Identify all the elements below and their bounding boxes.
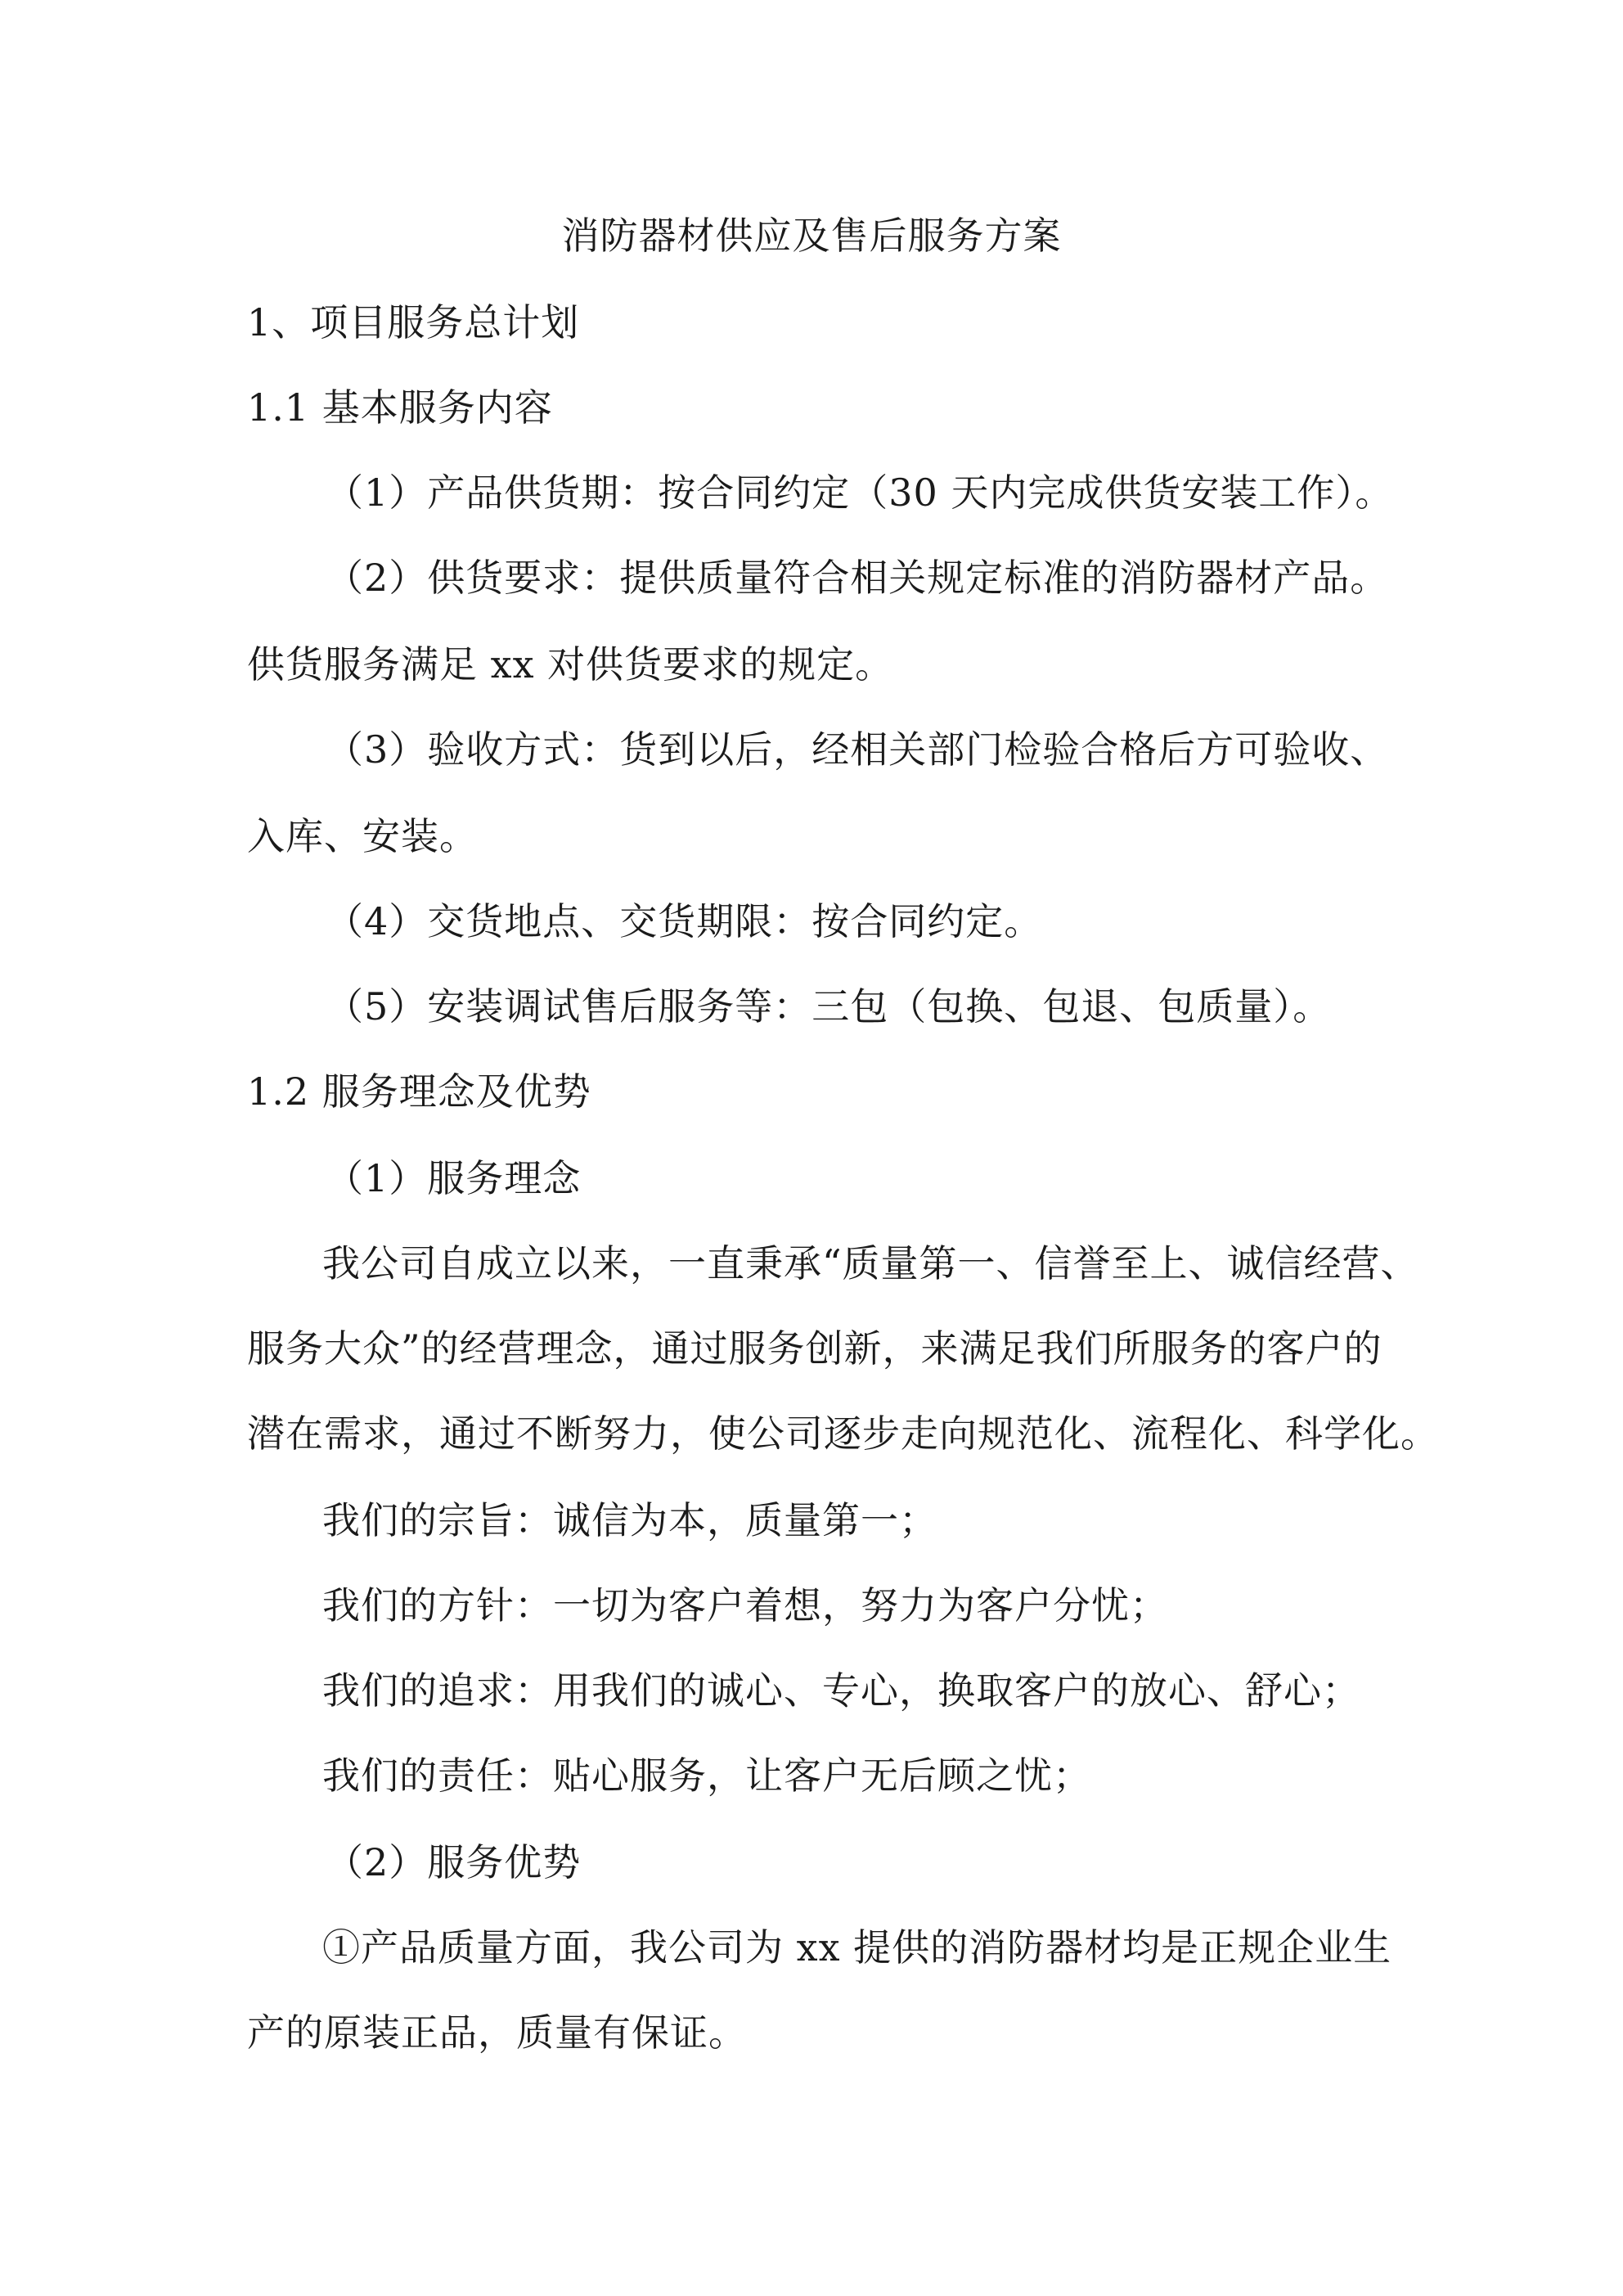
philosophy-paragraph-line-1: 我公司自成立以来，一直秉承“质量第一、信誉至上、诚信经营、 <box>322 1241 1419 1285</box>
subheading-service-philosophy: （1）服务理念 <box>326 1156 582 1200</box>
item-4: （4）交货地点、交货期限：按合同约定。 <box>326 899 1043 943</box>
policy-statement: 我们的方针：一切为客户着想，努力为客户分忧； <box>322 1583 1168 1627</box>
philosophy-paragraph-line-3: 潜在需求，通过不断努力，使公司逐步走向规范化、流程化、科学化。 <box>247 1411 1439 1456</box>
purpose-statement: 我们的宗旨：诚信为本，质量第一； <box>322 1498 937 1542</box>
item-3-line-2: 入库、安装。 <box>247 814 478 858</box>
heading-section-1-2: 1.2 服务理念及优势 <box>247 1069 591 1114</box>
heading-section-1-1: 1.1 基本服务内容 <box>247 385 553 430</box>
item-2-line-1: （2）供货要求：提供质量符合相关规定标准的消防器材产品。 <box>326 556 1389 600</box>
pursuit-statement: 我们的追求：用我们的诚心、专心，换取客户的放心、舒心； <box>322 1668 1360 1713</box>
item-5: （5）安装调试售后服务等：三包（包换、包退、包质量）。 <box>326 984 1332 1029</box>
item-3-line-1: （3）验收方式：货到以后，经相关部门检验合格后方可验收、 <box>326 727 1389 772</box>
advantage-paragraph-line-1: ①产品质量方面，我公司为 xx 提供的消防器材均是正规企业生 <box>322 1925 1392 1970</box>
item-2-line-2: 供货服务满足 xx 对供货要求的规定。 <box>247 642 894 687</box>
advantage-paragraph-line-2: 产的原装正品，质量有保证。 <box>247 2010 747 2055</box>
subheading-service-advantages: （2）服务优势 <box>326 1840 582 1884</box>
document-title: 消防器材供应及售后服务方案 <box>561 214 1062 258</box>
responsibility-statement: 我们的责任：贴心服务，让客户无后顾之忧； <box>322 1754 1091 1798</box>
philosophy-paragraph-line-2: 服务大众”的经营理念，通过服务创新，来满足我们所服务的客户的 <box>247 1326 1382 1371</box>
item-1: （1）产品供货期：按合同约定（30 天内完成供货安装工作）。 <box>326 470 1394 515</box>
heading-section-1: 1、项目服务总计划 <box>247 300 580 344</box>
